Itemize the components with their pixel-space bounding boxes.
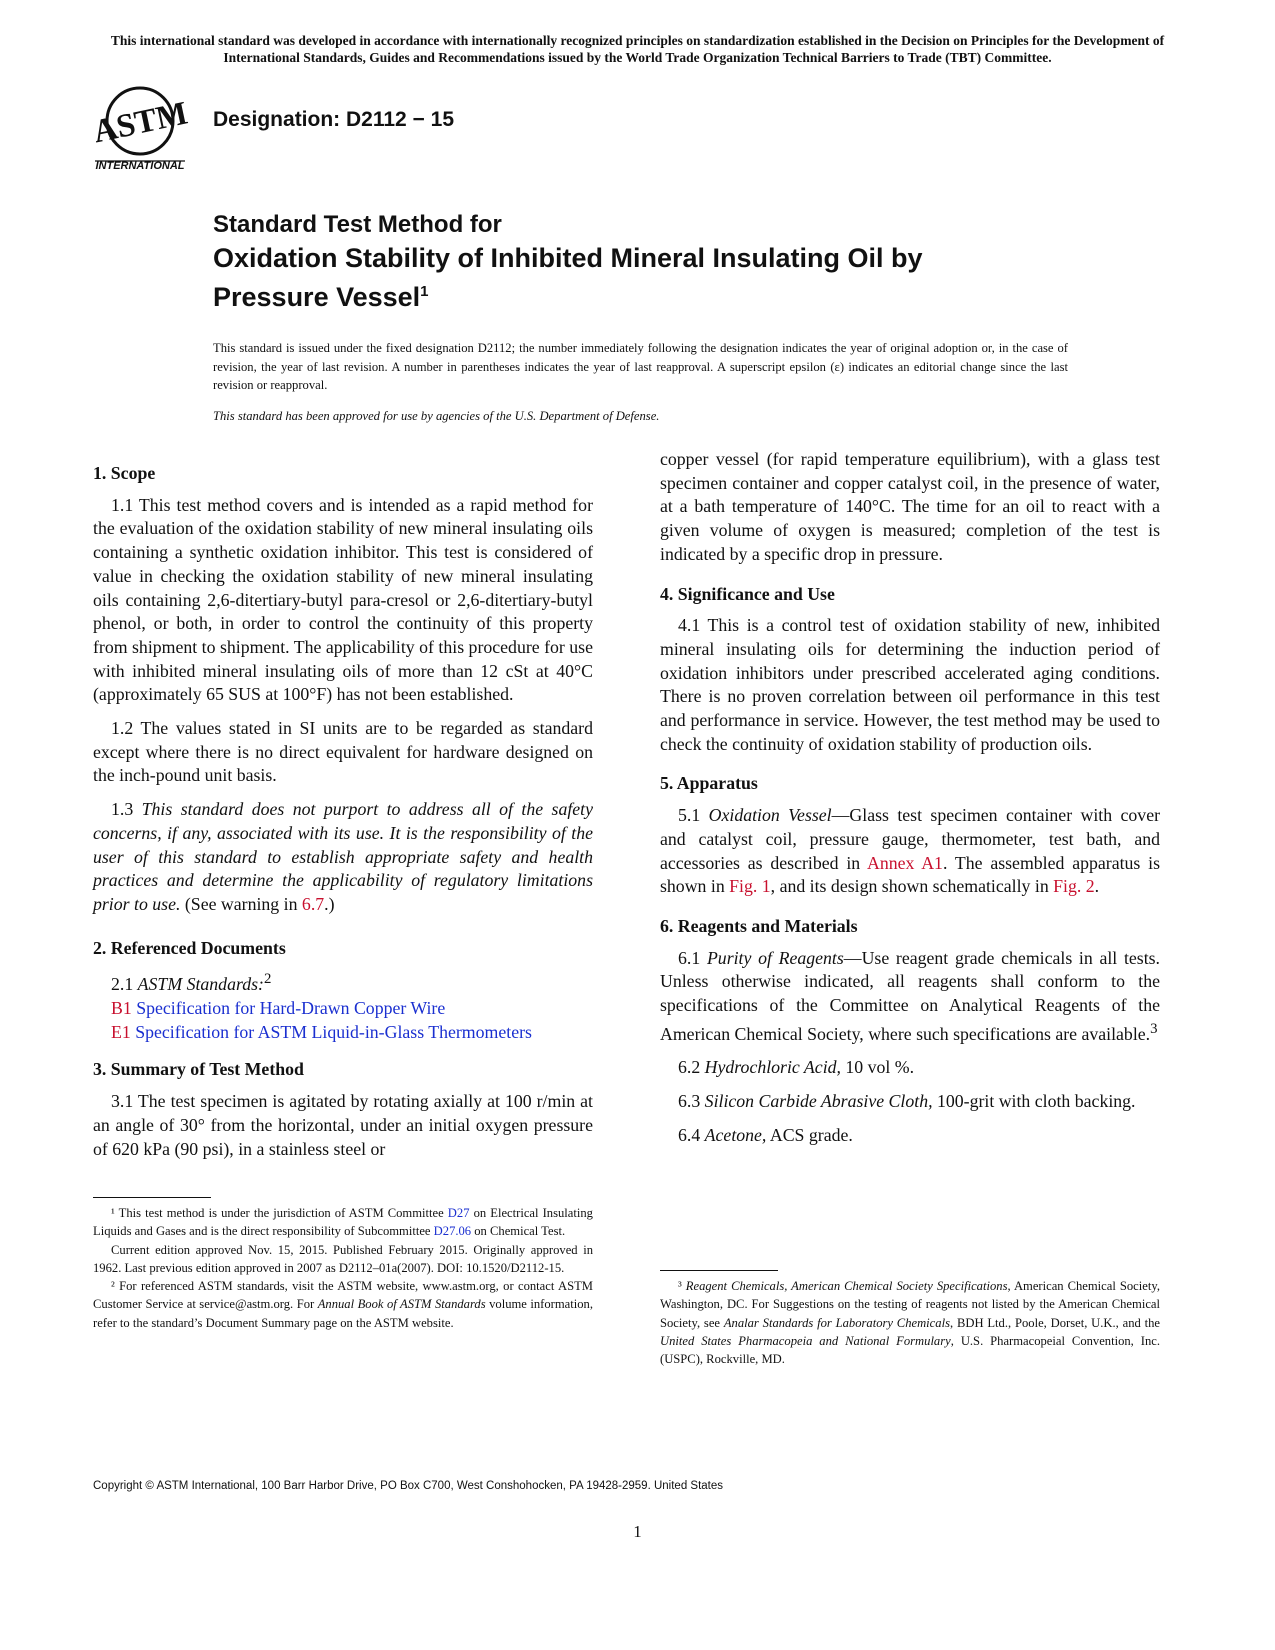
svg-text:ASTM: ASTM	[93, 95, 191, 151]
paragraph-1-2: 1.2 The values stated in SI units are to be regarded as standard except where there is no direct equivalent for hardware designed on the inch-pound unit basis.	[93, 718, 593, 786]
title-main-text: Oxidation Stability of Inhibited Mineral Insulating Oil by Pressure Vessel	[213, 243, 923, 312]
footnote-3	[660, 1277, 1160, 1368]
para-number: 6.1	[678, 947, 707, 968]
paragraph-1-1: 1.1 This test method covers and is intended as a rapid method for the evaluation of the oxidation stability of new mineral insulating oils containing a synthetic oxidation inhibitor. This test is considered of value in checking the oxidation stability of new mineral insulating oils containing 2,6-ditertiary-butyl para-cresol or 2,6-ditertiary-butyl phenol, or both, in order to control the continuity of this property from shipment to shipment. The applicability of this procedure for use with inhibited mineral insulating oils of more than 12 cSt at 40°C (approximately 65 SUS at 100°F) has not been established.	[93, 494, 593, 705]
para-number: 6.2	[678, 1057, 705, 1078]
title-pre: Standard Test Method for	[213, 211, 502, 238]
issued-note: This standard is issued under the fixed designation D2112; the number immediately following the designation indicates the year of original adoption or, in the case of revision, the year of last revision. A number in parentheses indicates the year of last reapproval. A superscript epsilon (ε) indicates an editorial change since the last revision or reapproval.	[213, 341, 1068, 392]
para-text: (See warning in	[180, 893, 302, 914]
para-text: —Use reagent grade chemicals in all tests. Unless otherwise indicated, all reagents shall conform to the specifications of the Committee on Analytical Reagents of the American Chemical Society, where such specifications are available.	[660, 947, 1161, 1044]
footnote-text: ³	[678, 1279, 686, 1293]
copyright: Copyright © ASTM International, 100 Barr Harbor Drive, PO Box C700, West Conshohocken, PA 19428-2959. United States	[93, 1480, 724, 1492]
footnote-text: on Chemical Test.	[471, 1224, 566, 1239]
link-6-7[interactable]: 6.7	[301, 893, 325, 914]
footnote-mark: 2	[263, 971, 272, 988]
term: Silicon Carbide Abrasive Cloth,	[704, 1091, 933, 1112]
footnote-rule	[93, 1197, 211, 1198]
title-block	[213, 210, 1213, 314]
astm-logo-icon	[93, 85, 201, 175]
paragraph-4-1: 4.1 This is a control test of oxidation stability of new, inhibited mineral insulating oils for determining the induction period of oxidation inhibitors under prescribed accelerated aging conditions. There is no proven correlation between oil performance in this test and performance in service. However, the test method may be used to check the continuity of oxidation stability of production oils.	[660, 615, 1160, 754]
para-number: 1.3	[111, 799, 142, 820]
link-annex-a1[interactable]: Annex A1	[866, 852, 943, 873]
paragraph-6-4	[660, 1124, 1160, 1148]
paragraph-6-1	[660, 947, 1160, 1047]
para-text: —Glass test specimen container with cover and catalyst coil, pressure gauge, thermometer, test bath, and accessories as described in	[660, 805, 1161, 873]
ref-code[interactable]: E1	[111, 1021, 131, 1042]
footnote-italic: Analar Standards for Laboratory Chemicals	[723, 1315, 950, 1330]
approved-note: This standard has been approved for use by agencies of the U.S. Department of Defense.	[213, 409, 660, 423]
footnotes-right	[660, 1270, 1160, 1368]
footnote-italic: Annual Book of ASTM Standards	[317, 1297, 486, 1312]
title-main	[213, 241, 973, 314]
para-text: .)	[324, 893, 335, 914]
section-heading-referenced: 2. Referenced Documents	[93, 937, 286, 958]
footnote-1-edition: Current edition approved Nov. 15, 2015. Published February 2015. Originally approved in 1962. Last previous edition approved in 2007 as D2112–01a(2007). DOI: 10.1520/D2112-15.	[93, 1242, 593, 1275]
footnote-text: volume information, refer to the standard’s Document Summary page on the ASTM website.	[93, 1297, 593, 1330]
footnote-italic: United States Pharmacopeia and National Formulary	[660, 1333, 951, 1348]
footnote-text: , BDH Ltd., Poole, Dorset, U.K., and the	[949, 1315, 1161, 1330]
logo-subtext: INTERNATIONAL	[95, 160, 185, 172]
left-column	[93, 462, 593, 1171]
para-text: . The assembled apparatus is shown in	[660, 852, 1160, 897]
para-text: .	[1094, 876, 1100, 897]
footnote-text: , U.S. Pharmacopeial Convention, Inc. (USPC), Rockville, MD.	[660, 1333, 1160, 1367]
para-text: ACS grade.	[766, 1124, 853, 1145]
footnote-2	[93, 1277, 593, 1332]
term: Oxidation Vessel	[708, 805, 832, 826]
link-d27-06[interactable]: D27.06	[433, 1224, 472, 1239]
para-number: 2.1	[111, 974, 138, 995]
term: Acetone,	[704, 1124, 767, 1145]
footnote-italic: Reagent Chemicals, American Chemical Society Specifications	[685, 1279, 1008, 1293]
right-column	[660, 448, 1160, 1158]
footnote-rule	[660, 1270, 778, 1271]
link-fig-2[interactable]: Fig. 2	[1053, 876, 1095, 897]
astm-standards-label: ASTM Standards:	[137, 974, 264, 995]
footnote-mark: 3	[1150, 1020, 1158, 1037]
paragraph-3-1-cont: copper vessel (for rapid temperature equilibrium), with a glass test specimen container and copper catalyst coil, in the presence of water, at a bath temperature of 140°C. The time for an oil to react with a given volume of oxygen is measured; completion of the test is indicated by a specific drop in pressure.	[660, 449, 1160, 564]
link-fig-1[interactable]: Fig. 1	[729, 876, 771, 897]
ref-code[interactable]: B1	[111, 997, 132, 1018]
footnotes-left	[93, 1197, 593, 1332]
para-text: , and its design shown schematically in	[770, 876, 1054, 897]
paragraph-2-1	[93, 968, 593, 997]
section-heading-summary: 3. Summary of Test Method	[93, 1059, 304, 1080]
term: Purity of Reagents	[706, 947, 844, 968]
safety-statement: This standard does not purport to address all of the safety concerns, if any, associated with its use. It is the responsibility of the user of this standard to establish appropriate safety and health practices and determine the applicability of regulatory limitations prior to use.	[93, 799, 594, 914]
top-notice: This international standard was developed in accordance with internationally recognized principles on standardization established in the Decision on Principles for the Development of International Standards, Guides and Recommendations issued by the World Trade Organization Technical Barriers to Trade (TBT) Committee.	[110, 33, 1165, 65]
ref-title[interactable]: Specification for ASTM Liquid-in-Glass Thermometers	[135, 1021, 532, 1042]
section-heading-significance: 4. Significance and Use	[660, 583, 835, 604]
ref-b1[interactable]	[93, 997, 593, 1021]
term: Hydrochloric Acid,	[704, 1057, 841, 1078]
astm-logo	[93, 85, 201, 175]
footnote-text: ² For referenced ASTM standards, visit the ASTM website, www.astm.org, or contact ASTM Customer Service at service@astm.org. For	[93, 1279, 593, 1312]
section-heading-scope: 1. Scope	[93, 463, 156, 483]
paragraph-6-2	[660, 1056, 1160, 1080]
para-number: 6.3	[678, 1091, 705, 1112]
paragraph-3-1: 3.1 The test specimen is agitated by rotating axially at 100 r/min at an angle of 30° from the horizontal, under an initial oxygen pressure of 620 kPa (90 psi), in a stainless steel or	[93, 1091, 593, 1159]
link-d27[interactable]: D27	[447, 1206, 470, 1220]
designation: Designation: D2112 − 15	[213, 108, 455, 131]
footnote-text: ¹ This test method is under the jurisdiction of ASTM Committee	[111, 1206, 448, 1220]
paragraph-6-3	[660, 1090, 1160, 1114]
section-heading-apparatus: 5. Apparatus	[660, 773, 758, 794]
footnote-1	[93, 1204, 593, 1241]
paragraph-5-1	[660, 804, 1160, 899]
para-text: 100-grit with cloth backing.	[932, 1091, 1136, 1112]
para-text: 10 vol %.	[840, 1057, 915, 1078]
ref-title[interactable]: Specification for Hard-Drawn Copper Wire	[136, 997, 446, 1018]
ref-e1[interactable]	[93, 1021, 593, 1045]
section-heading-reagents: 6. Reagents and Materials	[660, 915, 858, 936]
footnote-text: on Electrical Insulating Liquids and Gases and is the direct responsibility of Subcommittee	[93, 1206, 593, 1239]
paragraph-1-3	[93, 798, 593, 917]
page-number: 1	[633, 1522, 642, 1541]
title-footnote-mark: 1	[420, 283, 429, 300]
para-number: 5.1	[678, 805, 709, 826]
para-number: 6.4	[678, 1124, 705, 1145]
footnote-text: , American Chemical Society, Washington, DC. For Suggestions on the testing of reagents not listed by the American Chemical Society, see	[660, 1279, 1160, 1330]
